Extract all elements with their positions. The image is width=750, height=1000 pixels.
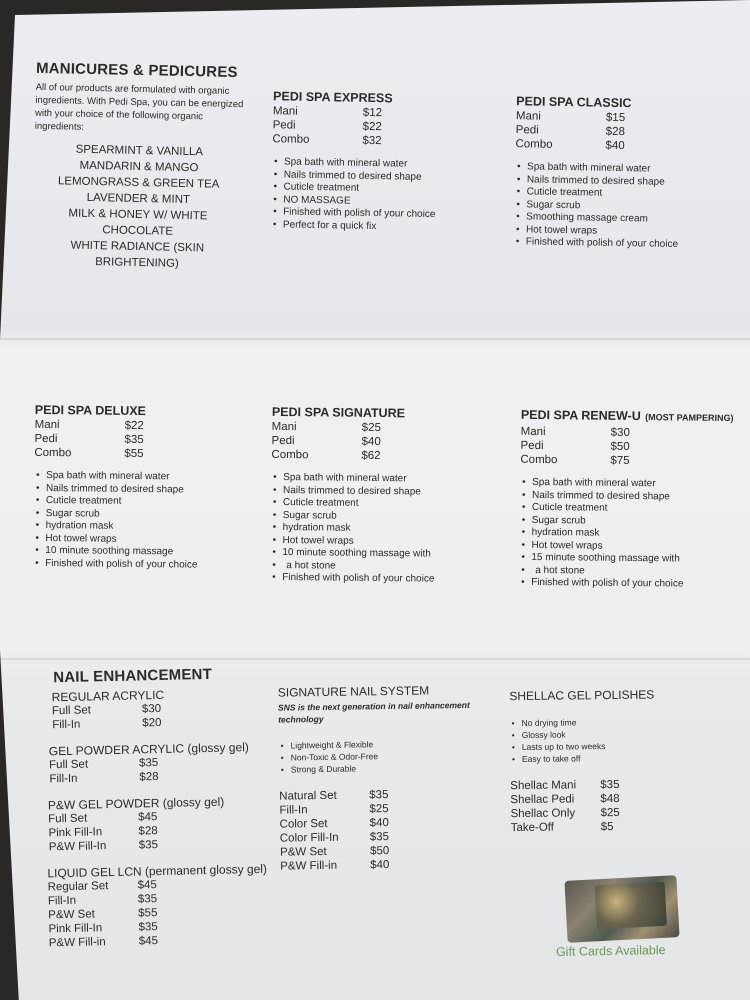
feature-item: • Glossy look (510, 727, 720, 741)
feature-item: • Non-Toxic & Odor-Free (279, 748, 509, 763)
service-price: $12 (362, 106, 383, 120)
price-row (34, 446, 244, 462)
service-price: $35 (137, 893, 158, 906)
feature-item: • Finished with polish of your choice (270, 572, 480, 587)
service-name: Fill-In (279, 804, 308, 817)
service-price: $62 (361, 449, 381, 463)
service-price: $35 (138, 839, 159, 852)
feature-item: • hydration mask (34, 520, 244, 535)
service-price: $25 (361, 421, 381, 435)
feature-item: • 15 minute soothing massage with (519, 552, 747, 567)
feature-item: • Lasts up to two weeks (510, 739, 720, 753)
service-price: $25 (369, 803, 389, 816)
service-price: $22 (124, 419, 144, 433)
service-name: Fill-In (49, 772, 78, 786)
service-price: $55 (124, 447, 144, 461)
feature-item: • Hot towel wraps (519, 539, 747, 554)
service-name: Mani (515, 110, 542, 123)
service-name: Pedi (271, 434, 295, 448)
service-price: $50 (369, 845, 390, 858)
price-list (510, 777, 721, 835)
feature-item: • Nails trimmed to desired shape (515, 174, 725, 190)
service-price: $45 (137, 879, 157, 892)
feature-list (519, 477, 748, 592)
feature-item: • Sugar scrub (520, 514, 748, 529)
deluxe-section (33, 403, 245, 572)
feature-item: • 10 minute soothing massage (33, 545, 243, 560)
service-name: Pink Fill-In (48, 826, 103, 840)
feature-item: • Cuticle treatment (34, 495, 244, 510)
service-name: Shellac Mani (510, 779, 577, 793)
feature-item: • Cuticle treatment (271, 497, 481, 512)
service-price: $35 (138, 921, 158, 934)
price-row (271, 448, 481, 464)
service-name: Combo (271, 448, 309, 462)
feature-item: • Hot towel wraps (33, 532, 243, 547)
price-row (520, 453, 748, 469)
service-price: $75 (610, 454, 630, 467)
service-price: $20 (142, 716, 162, 730)
price-row (515, 137, 725, 155)
feature-item: • Easy to take off (510, 751, 720, 765)
express-section (271, 89, 473, 234)
service-name: Pedi (34, 432, 58, 446)
service-name: Color Fill-In (279, 831, 339, 845)
service-price: $28 (138, 825, 158, 838)
gift-card-graphic (595, 882, 667, 930)
service-name: Take-Off (510, 821, 555, 835)
service-name: Regular Set (47, 880, 109, 894)
feature-item: • NO MASSAGE (271, 194, 471, 210)
service-name: Pedi (272, 119, 296, 132)
feature-item: • Finished with polish of your choice (514, 236, 724, 252)
service-name: Pink Fill-In (48, 922, 103, 936)
manicures-section (32, 60, 246, 273)
service-name: Pedi (515, 124, 539, 137)
group-title: LIQUID GEL LCN (permanent glossy gel) (47, 861, 268, 881)
sns-note: SNS is the next generation in nail enhancement technology (277, 699, 470, 725)
service-price: $35 (369, 831, 390, 844)
feature-item: • Nails trimmed to desired shape (520, 489, 748, 504)
service-price: $48 (600, 792, 620, 806)
regular-acrylic-group (52, 686, 275, 733)
signature-section (270, 405, 482, 587)
pw-gel-group (48, 794, 277, 855)
feature-item: • Finished with polish of your choice (519, 577, 747, 592)
feature-item: • Perfect for a quick fix (271, 219, 471, 235)
group-title: REGULAR ACRYLIC (51, 687, 165, 705)
feature-item: • Spa bath with mineral water (515, 161, 725, 177)
feature-item: • Cuticle treatment (520, 502, 748, 517)
classic-section (514, 94, 727, 252)
service-name: P&W Set (48, 908, 96, 922)
service-name: Full Set (48, 758, 89, 772)
service-price: $22 (362, 120, 382, 134)
price-list (279, 786, 510, 873)
feature-item: • Strong & Durable (279, 760, 509, 775)
service-name: Mani (34, 418, 60, 432)
feature-item: • Nails trimmed to desired shape (271, 484, 481, 499)
gel-powder-group (49, 740, 276, 787)
fold-line (0, 658, 750, 660)
fold-line (0, 338, 750, 340)
feature-item: • hydration mask (520, 527, 748, 542)
price-row (511, 819, 721, 835)
service-name: Natural Set (279, 789, 337, 803)
section-title: NAIL ENHANCEMENT (53, 665, 213, 687)
feature-item: • Sugar scrub (271, 509, 481, 524)
service-name: Pedi (520, 439, 544, 453)
service-price: $30 (610, 426, 630, 439)
section-title: SHELLAC GEL POLISHES (509, 687, 655, 704)
service-price: $45 (138, 935, 159, 948)
feature-item: • Finished with polish of your choice (271, 206, 471, 222)
feature-item: • 10 minute soothing massage with (270, 547, 480, 562)
price-list (34, 418, 244, 462)
feature-list (514, 161, 725, 252)
feature-item: • No drying time (510, 715, 720, 729)
service-price: $35 (138, 757, 159, 770)
service-name: Combo (34, 446, 72, 460)
shellac-section (509, 687, 721, 835)
renew-section (519, 406, 749, 592)
price-list (515, 109, 726, 155)
service-name: Combo (515, 138, 553, 151)
feature-item: • Nails trimmed to desired shape (34, 482, 244, 497)
flavor-item: MILK & HONEY W/ WHITE CHOCOLATE (68, 207, 208, 238)
service-price: $28 (605, 125, 626, 139)
feature-item: • Sugar scrub (514, 199, 724, 215)
service-name: Fill-In (52, 718, 81, 732)
price-list (272, 104, 473, 149)
feature-item: • Cuticle treatment (271, 181, 471, 197)
service-name: Full Set (51, 704, 92, 718)
price-row (272, 132, 472, 149)
section-title: PEDI SPA CLASSIC (516, 94, 632, 111)
feature-item: • Lightweight & Flexible (278, 736, 508, 751)
flavor-list (32, 141, 245, 273)
feature-item: • Smoothing massage cream (514, 211, 724, 227)
feature-item: • Finished with polish of your choice (33, 557, 243, 572)
service-price: $15 (605, 111, 626, 125)
feature-list (278, 736, 508, 775)
flavor-item: SPEARMINT & VANILLA (75, 143, 204, 159)
liquid-gel-group (47, 862, 279, 951)
feature-item: • Nails trimmed to desired shape (272, 169, 472, 185)
feature-list (33, 470, 244, 572)
flavor-item: MANDARIN & MANGO (79, 159, 199, 175)
service-name: P&W Set (279, 845, 327, 859)
service-name: Fill-In (47, 894, 77, 908)
feature-item: • Hot towel wraps (514, 224, 724, 240)
service-name: P&W Fill-in (280, 859, 338, 873)
gift-cards-text: Gift Cards Available (555, 943, 666, 959)
sns-section (278, 682, 511, 873)
service-name: Color Set (279, 817, 328, 831)
flavor-item: LAVENDER & MINT (86, 191, 191, 207)
service-price: $40 (361, 435, 381, 449)
service-name: P&W Fill-in (48, 936, 106, 950)
feature-item: • Spa bath with mineral water (271, 472, 481, 487)
service-price: $45 (138, 811, 158, 824)
section-title: PEDI SPA DELUXE (34, 402, 147, 419)
feature-list (271, 156, 472, 234)
feature-item-continued: • a hot stone (519, 564, 747, 579)
section-tag: (MOST PAMPERING) (645, 412, 734, 424)
group-title: GEL POWDER ACRYLIC (glossy gel) (48, 740, 249, 759)
service-name: Mani (271, 420, 297, 434)
feature-item: • Spa bath with mineral water (520, 477, 748, 492)
feature-item: • Spa bath with mineral water (272, 156, 472, 172)
section-title: PEDI SPA EXPRESS (273, 89, 393, 106)
intro-text: All of our products are formulated with organic ingredients. With Pedi Spa, you can be energized with your choice of the following organic ingredients: (34, 81, 244, 133)
feature-item: • Cuticle treatment (515, 186, 725, 202)
feature-item: • hydration mask (271, 522, 481, 537)
feature-item-continued: • a hot stone (270, 559, 480, 574)
service-price: $35 (369, 789, 389, 802)
service-name: Mani (272, 105, 298, 118)
service-price: $30 (141, 702, 162, 716)
flavor-item: BRIGHTENING) (95, 256, 179, 270)
service-price: $40 (369, 817, 389, 830)
service-price: $35 (600, 778, 620, 792)
flavor-item: WHITE RADIANCE (SKIN (70, 239, 205, 255)
service-price: $35 (124, 433, 144, 447)
service-name: Shellac Only (510, 807, 576, 821)
service-price: $50 (610, 440, 630, 453)
service-name: Combo (272, 133, 310, 146)
service-name: Full Set (48, 812, 88, 826)
section-title: PEDI SPA SIGNATURE (271, 404, 406, 421)
service-name: Combo (520, 453, 558, 467)
service-price: $32 (362, 134, 382, 148)
feature-item: • Hot towel wraps (270, 534, 480, 549)
service-name: Shellac Pedi (510, 793, 575, 807)
feature-item: • Spa bath with mineral water (34, 470, 244, 485)
feature-item: • Sugar scrub (34, 507, 244, 522)
section-title: SIGNATURE NAIL SYSTEM (277, 683, 430, 700)
service-price: $25 (600, 806, 620, 820)
service-price: $5 (600, 821, 614, 834)
section-title: MANICURES & PEDICURES (35, 59, 238, 82)
price-list (271, 420, 481, 464)
gift-cards-photo (564, 875, 679, 943)
service-price: $40 (370, 859, 390, 872)
service-price: $28 (139, 771, 159, 784)
service-name: Mani (520, 425, 546, 439)
section-title: PEDI SPA RENEW-U (520, 407, 641, 424)
service-price: $55 (138, 907, 158, 920)
flavor-item: LEMONGRASS & GREEN TEA (57, 175, 220, 191)
enhancement-section (43, 665, 279, 951)
feature-list (270, 472, 481, 587)
service-price: $40 (605, 139, 625, 153)
group-title: P&W GEL POWDER (glossy gel) (47, 794, 225, 813)
feature-list (510, 715, 720, 765)
service-name: P&W Fill-In (48, 840, 107, 854)
price-list (520, 425, 748, 469)
